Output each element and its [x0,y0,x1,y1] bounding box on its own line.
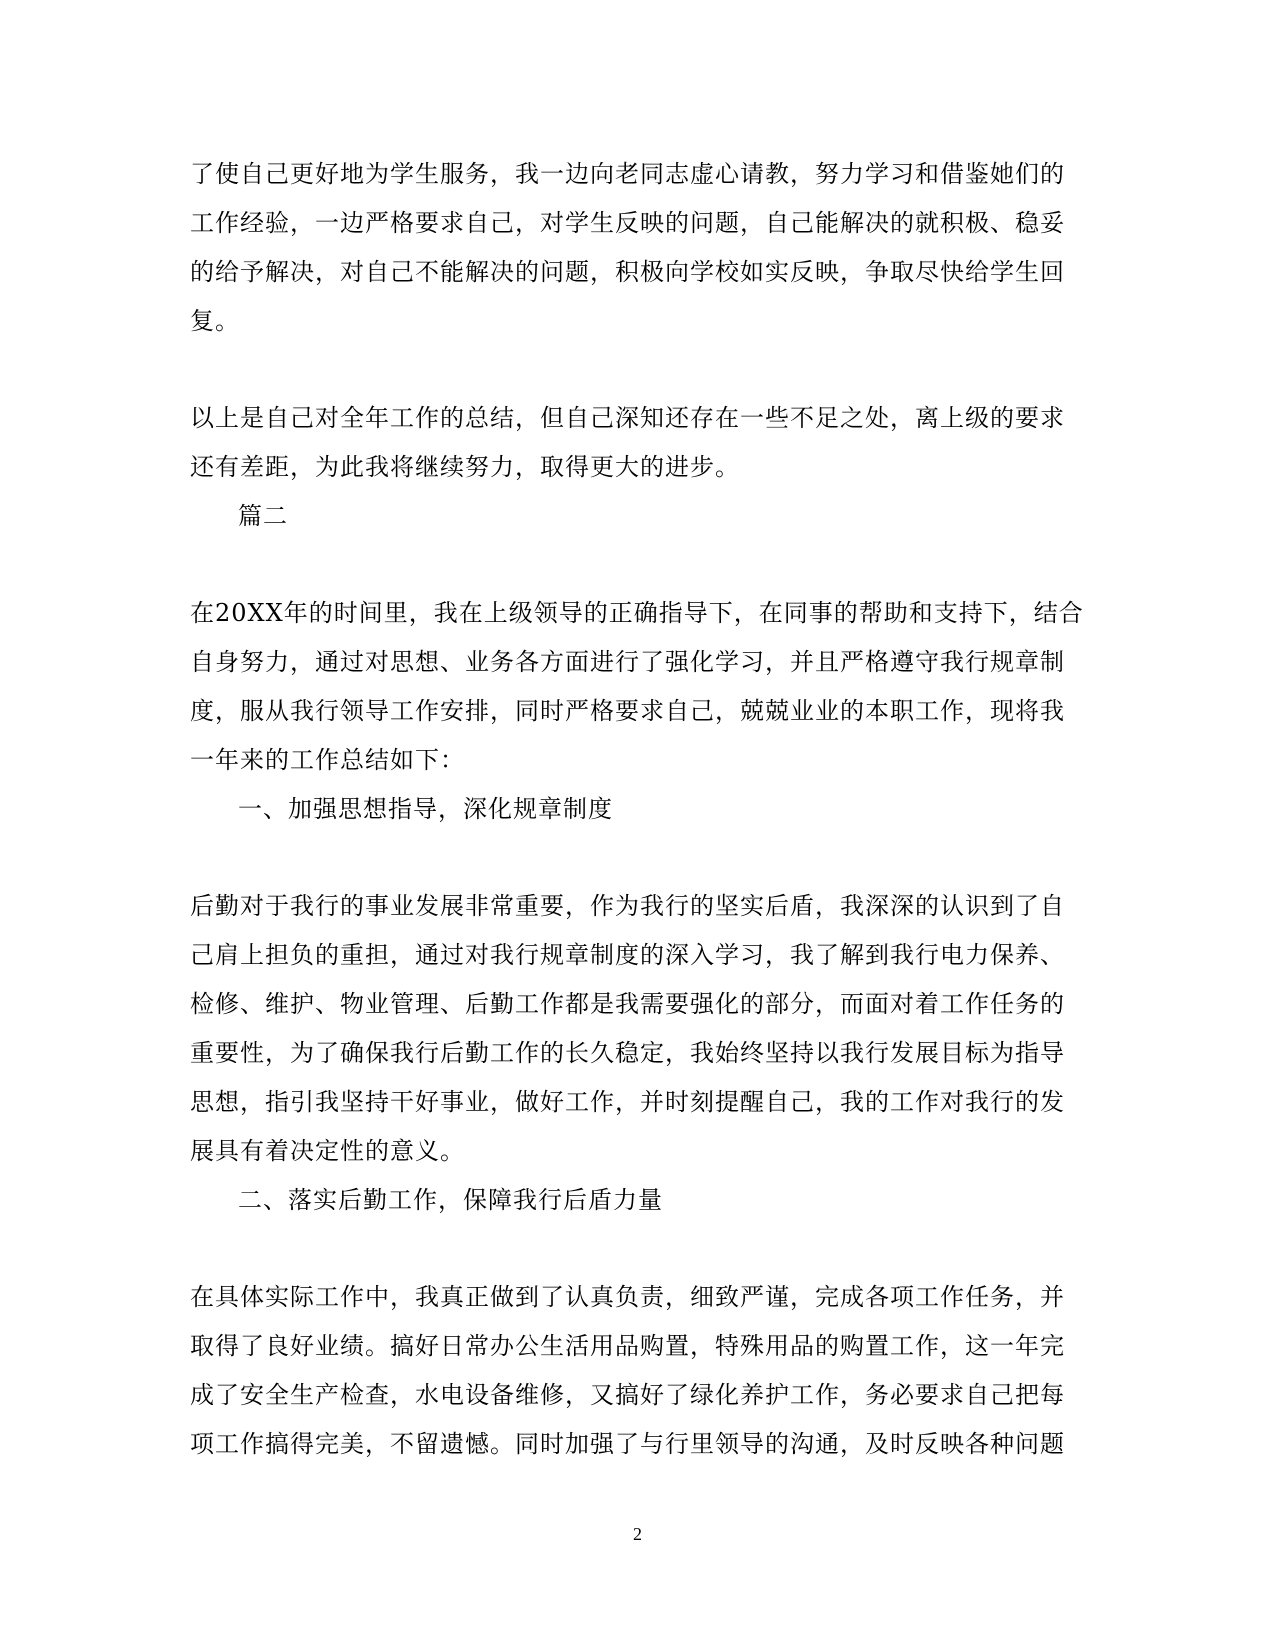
text-line: 己肩上担负的重担，通过对我行规章制度的深入学习，我了解到我行电力保养、 [190,941,1065,969]
text-line: 在20XX年的时间里，我在上级领导的正确指导下，在同事的帮助和支持下，结合 [190,599,1084,627]
text-line: 一年来的工作总结如下： [190,746,465,774]
document-body [190,150,1084,1469]
text-line: 了使自己更好地为学生服务，我一边向老同志虚心请教，努力学习和借鉴她们的 [190,160,1065,188]
text-line: 重要性，为了确保我行后勤工作的长久稳定，我始终坚持以我行发展目标为指导 [190,1039,1065,1067]
paragraph-gap [190,541,1070,589]
heading-text: 篇二 [238,502,288,530]
text-line: 还有差距，为此我将继续努力，取得更大的进步。 [190,453,740,481]
subheading-1 [190,785,1070,834]
text-line: 检修、维护、物业管理、后勤工作都是我需要强化的部分，而面对着工作任务的 [190,990,1065,1018]
text-line: 复。 [190,307,240,335]
text-line: 展具有着决定性的意义。 [190,1137,465,1165]
paragraph-4 [190,882,1070,1176]
text-line: 以上是自己对全年工作的总结，但自己深知还存在一些不足之处，离上级的要求 [190,404,1065,432]
text-line: 取得了良好业绩。搞好日常办公生活用品购置，特殊用品的购置工作，这一年完 [190,1332,1065,1360]
paragraph-5 [190,1273,1070,1469]
text-line: 后勤对于我行的事业发展非常重要，作为我行的坚实后盾，我深深的认识到了自 [190,892,1065,920]
text-line: 成了安全生产检查，水电设备维修，又搞好了绿化养护工作，务必要求自己把每 [190,1381,1065,1409]
heading-text: 一、加强思想指导，深化规章制度 [238,795,613,823]
section-heading-pian-er [190,492,1070,541]
paragraph-gap [190,346,1070,394]
paragraph-2 [190,394,1070,492]
paragraph-gap [190,834,1070,882]
paragraph-gap [190,1225,1070,1273]
text-line: 度，服从我行领导工作安排，同时严格要求自己，兢兢业业的本职工作，现将我 [190,697,1065,725]
text-line: 思想，指引我坚持干好事业，做好工作，并时刻提醒自己，我的工作对我行的发 [190,1088,1065,1116]
subheading-2 [190,1176,1070,1225]
text-line: 的给予解决，对自己不能解决的问题，积极向学校如实反映，争取尽快给学生回 [190,258,1065,286]
heading-text: 二、落实后勤工作，保障我行后盾力量 [238,1186,663,1214]
paragraph-1 [190,150,1070,346]
page-number: 2 [633,1524,642,1544]
text-line: 在具体实际工作中，我真正做到了认真负责，细致严谨，完成各项工作任务，并 [190,1283,1065,1311]
text-line: 项工作搞得完美，不留遗憾。同时加强了与行里领导的沟通，及时反映各种问题 [190,1430,1065,1458]
text-line: 工作经验，一边严格要求自己，对学生反映的问题，自己能解决的就积极、稳妥 [190,209,1065,237]
text-line: 自身努力，通过对思想、业务各方面进行了强化学习，并且严格遵守我行规章制 [190,648,1065,676]
paragraph-3 [190,589,1084,785]
